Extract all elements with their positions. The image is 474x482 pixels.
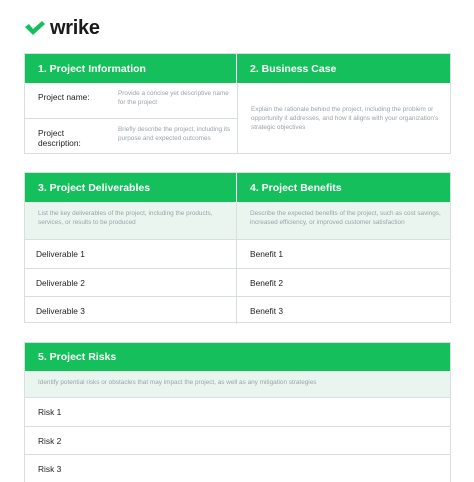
risk-1-cell[interactable]: Risk 1 (38, 407, 62, 417)
project-benefits-title: 4. Project Benefits (250, 181, 342, 194)
section-header (25, 173, 450, 202)
table-row (25, 240, 450, 268)
project-name-label: Project name: (38, 92, 90, 102)
business-case-title: 2. Business Case (250, 62, 337, 75)
project-information-title: 1. Project Information (25, 54, 237, 83)
section-header (25, 343, 450, 371)
instructions-row (25, 202, 450, 240)
business-case-field[interactable]: Explain the rationale behind the project, including the problem or opportunity it addresses, and how it aligns with your organization's strategic objectives (251, 106, 439, 131)
wrike-checkmark-icon (24, 20, 46, 36)
benefit-2-cell[interactable]: Benefit 2 (250, 277, 284, 288)
benefits-hint: Describe the expected benefits of the project, such as cost savings, increased efficiency, or improved customer satisfaction (250, 210, 441, 226)
risk-3-cell[interactable]: Risk 3 (25, 454, 450, 482)
wrike-logo (24, 18, 100, 38)
project-deliverables-title: 3. Project Deliverables (25, 173, 237, 202)
table-row (25, 268, 450, 296)
project-description-field[interactable]: Briefly describe the project, including its purpose and expected outcomes (118, 126, 231, 142)
risk-2-cell[interactable]: Risk 2 (25, 426, 450, 454)
deliverable-3-cell[interactable]: Deliverable 3 (25, 297, 237, 324)
project-description-row (25, 118, 237, 154)
project-risks-section (24, 342, 451, 482)
project-information-section (24, 53, 451, 154)
deliverables-benefits-section (24, 172, 451, 323)
project-name-row (25, 83, 237, 118)
benefit-1-cell[interactable]: Benefit 1 (250, 249, 284, 259)
brand-name: wrike (50, 17, 100, 39)
table-row (25, 296, 450, 324)
deliverables-hint: List the key deliverables of the project, including the products, services, or results to be produced (25, 202, 237, 239)
project-name-field[interactable]: Provide a concise yet descriptive name for the project (118, 90, 229, 106)
risks-hint: Identify potential risks or obstacles that may impact the project, as well as any mitigation strategies (25, 371, 450, 398)
project-risks-title: 5. Project Risks (38, 351, 117, 363)
deliverable-1-cell[interactable]: Deliverable 1 (25, 240, 237, 268)
benefit-3-cell[interactable]: Benefit 3 (250, 305, 284, 316)
project-description-label: Project description: (38, 128, 81, 148)
deliverable-2-cell[interactable]: Deliverable 2 (25, 269, 237, 296)
section-header (25, 54, 450, 83)
